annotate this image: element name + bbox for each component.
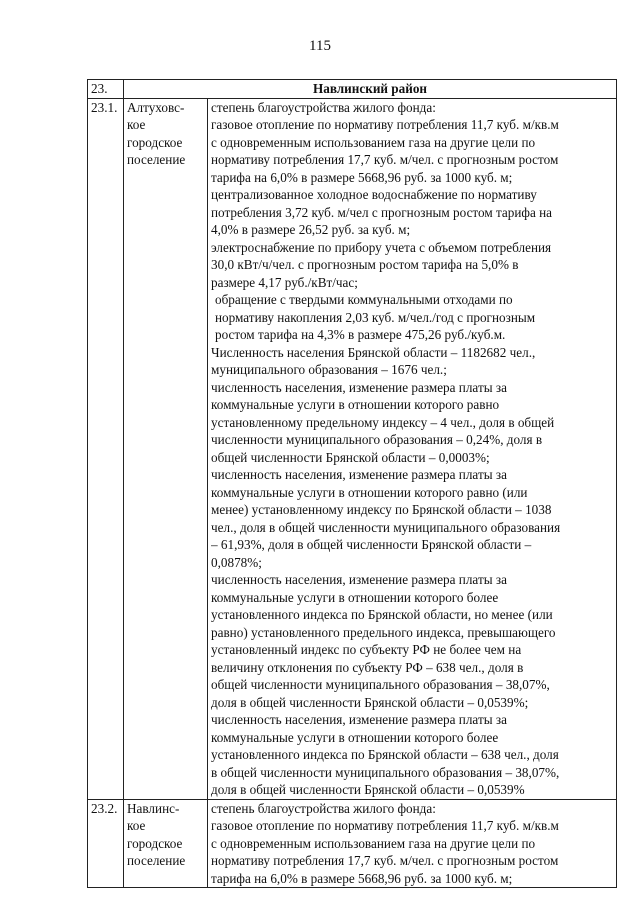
settlement-name bbox=[124, 98, 208, 799]
settlement-name-line: кое bbox=[127, 818, 146, 833]
description-line: потребления 3,72 куб. м/чел с прогнозным ростом тарифа на bbox=[211, 204, 553, 220]
description-line: в общей численности муниципального образования – 38,07%, bbox=[211, 764, 560, 780]
description-line: доля в общей численности Брянской области – 0,0539% bbox=[211, 782, 525, 797]
settlement-name-line: поселение bbox=[127, 853, 186, 868]
description-cell bbox=[208, 799, 617, 888]
description-line: электроснабжение по прибору учета с объемом потребления bbox=[211, 239, 552, 255]
description-line: – 61,93%, доля в общей численности Брянской области – bbox=[211, 537, 532, 552]
description-line: нормативу накопления 2,03 куб. м/чел./год с прогнозным bbox=[215, 309, 536, 325]
description-line: 30,0 кВт/ч/чел. с прогнозным ростом тарифа на 5,0% в bbox=[211, 257, 519, 272]
description-cell bbox=[208, 98, 617, 799]
description-line: ростом тарифа на 4,3% в размере 475,26 руб./куб.м. bbox=[215, 327, 506, 342]
description-line: установленного индекса по Брянской области – 638 чел., доля bbox=[211, 747, 559, 762]
description-line: централизованное холодное водоснабжение по нормативу bbox=[211, 187, 537, 202]
description-line: нормативу потребления 17,7 куб. м/чел. с прогнозным ростом bbox=[211, 152, 559, 167]
description-line: степень благоустройства жилого фонда: bbox=[211, 99, 436, 115]
description-line: 0,0878%; bbox=[211, 554, 262, 570]
description-line: численность населения, изменение размера платы за bbox=[211, 712, 507, 727]
description-line: тарифа на 6,0% в размере 5668,96 руб. за 1000 куб. м; bbox=[211, 169, 513, 185]
description-line: установленный индекс по субъекту РФ не более чем на bbox=[211, 642, 522, 657]
description-line: величину отклонения по субъекту РФ – 638 чел., доля в bbox=[211, 659, 524, 675]
description-line: коммунальные услуги в отношении которого более bbox=[211, 589, 499, 605]
row-number: 23.1. bbox=[88, 98, 124, 799]
settlement-name-line: кое bbox=[127, 117, 146, 132]
description-line: коммунальные услуги в отношении которого более bbox=[211, 729, 499, 745]
description-line: доля в общей численности Брянской области – 0,0539%; bbox=[211, 694, 529, 710]
description-line: установленному предельному индексу – 4 чел., доля в общей bbox=[211, 414, 555, 430]
description-line: общей численности муниципального образования – 38,07%, bbox=[211, 677, 550, 692]
section-number: 23. bbox=[88, 80, 124, 99]
description-line: 4,0% в размере 26,52 руб. за куб. м; bbox=[211, 222, 411, 237]
description-line: обращение с твердыми коммунальными отходами по bbox=[215, 292, 513, 307]
settlement-name bbox=[124, 799, 208, 888]
section-header-row bbox=[88, 80, 617, 99]
settlement-name-line: Навлинс- bbox=[127, 800, 180, 816]
description-line: тарифа на 6,0% в размере 5668,96 руб. за 1000 куб. м; bbox=[211, 870, 513, 886]
description-line: газовое отопление по нормативу потребления 11,7 куб. м/кв.м bbox=[211, 117, 559, 132]
description-line: с одновременным использованием газа на другие цели по bbox=[211, 835, 536, 851]
settlement-name-line: Алтуховс- bbox=[127, 99, 185, 115]
description-line: размере 4,17 руб./кВт/час; bbox=[211, 274, 358, 290]
section-title: Навлинский район bbox=[124, 80, 617, 99]
document-table bbox=[87, 79, 617, 888]
settlement-name-line: городское bbox=[127, 134, 183, 150]
description-line: газовое отопление по нормативу потребления 11,7 куб. м/кв.м bbox=[211, 818, 559, 833]
description-line: численности муниципального образования – 0,24%, доля в bbox=[211, 432, 543, 447]
description-line: численность населения, изменение размера платы за bbox=[211, 379, 507, 395]
description-line: установленного индекса по Брянской области, но менее (или bbox=[211, 607, 553, 622]
settlement-name-line: городское bbox=[127, 835, 183, 851]
description-line: муниципального образования – 1676 чел.; bbox=[211, 362, 447, 377]
description-line: менее) установленному индексу по Брянской области – 1038 bbox=[211, 502, 552, 517]
page-number: 115 bbox=[309, 38, 331, 54]
row-number: 23.2. bbox=[88, 799, 124, 888]
description-line: численность населения, изменение размера платы за bbox=[211, 572, 507, 587]
description-line: чел., доля в общей численности муниципального образования bbox=[211, 519, 561, 535]
description-line: коммунальные услуги в отношении которого равно (или bbox=[211, 484, 528, 500]
settlement-name-line: поселение bbox=[127, 152, 186, 167]
description-line: численность населения, изменение размера платы за bbox=[211, 467, 507, 482]
description-line: степень благоустройства жилого фонда: bbox=[211, 800, 436, 816]
description-line: с одновременным использованием газа на другие цели по bbox=[211, 134, 536, 150]
description-line: Численность населения Брянской области – 1182682 чел., bbox=[211, 344, 536, 360]
description-line: общей численности Брянской области – 0,0003%; bbox=[211, 449, 490, 465]
table-row bbox=[88, 98, 617, 799]
description-line: нормативу потребления 17,7 куб. м/чел. с прогнозным ростом bbox=[211, 853, 559, 868]
table-row bbox=[88, 799, 617, 888]
description-line: равно) установленного предельного индекса, превышающего bbox=[211, 624, 556, 640]
description-line: коммунальные услуги в отношении которого равно bbox=[211, 397, 500, 412]
